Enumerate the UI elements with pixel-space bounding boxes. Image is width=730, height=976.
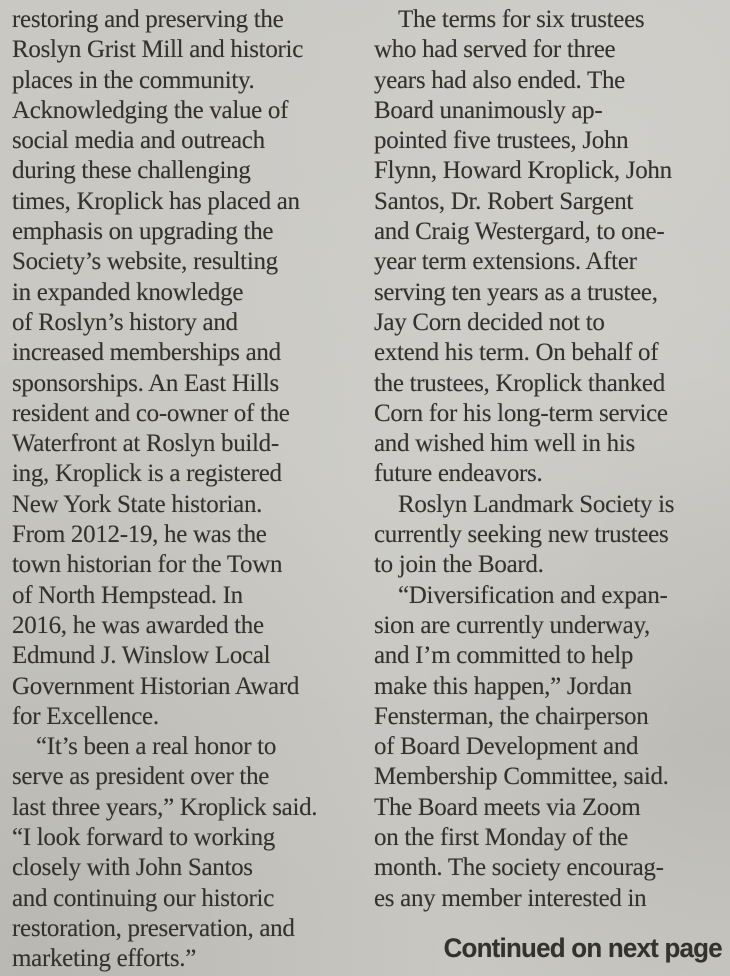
- article-line: The terms for six trustees: [398, 6, 645, 33]
- article-line: years had also ended. The: [374, 66, 625, 94]
- article-line: times, Kroplick has placed an: [12, 187, 300, 215]
- article-line: restoration, preservation, and: [12, 914, 295, 942]
- article-line: resident and co-owner of the: [12, 399, 290, 427]
- article-line: ing, Kroplick is a registered: [12, 460, 282, 488]
- article-line: of Board Development and: [374, 733, 639, 761]
- article-line: and continuing our historic: [12, 884, 274, 912]
- article-line: Board unanimously ap-: [374, 96, 603, 124]
- article-line: Corn for his long-term service: [374, 399, 668, 427]
- article-line: Flynn, Howard Kroplick, John: [374, 157, 672, 185]
- article-line: Santos, Dr. Robert Sargent: [374, 187, 634, 215]
- article-line: The Board meets via Zoom: [374, 793, 641, 821]
- article-line: pointed five trustees, John: [374, 127, 629, 155]
- article-line: Government Historian Award: [12, 672, 300, 700]
- article-line: Membership Committee, said.: [374, 763, 669, 791]
- article-line: year term extensions. After: [374, 248, 637, 276]
- article-line: Jay Corn decided not to: [374, 308, 605, 336]
- article-line: Edmund J. Winslow Local: [12, 642, 271, 670]
- article-line: serve as president over the: [12, 763, 270, 791]
- article-line: and I’m committed to help: [374, 642, 634, 670]
- article-line: and wished him well in his: [374, 430, 635, 458]
- article-line: Fensterman, the chairperson: [374, 702, 649, 730]
- article-line: emphasis on upgrading the: [12, 218, 274, 246]
- article-line: sion are currently underway,: [374, 611, 650, 639]
- article-line: Roslyn Grist Mill and historic: [12, 36, 304, 64]
- article-line: of North Hempstead. In: [12, 581, 243, 609]
- article-line: increased memberships and: [12, 339, 281, 367]
- continued-on-next-page-note: Continued on next page: [443, 933, 722, 963]
- article-line: last three years,” Kroplick said.: [12, 793, 318, 821]
- article-line: of Roslyn’s history and: [12, 308, 238, 336]
- article-line: and Craig Westergard, to one-: [374, 218, 665, 246]
- article-line: 2016, he was awarded the: [12, 611, 264, 639]
- article-line: “I look forward to working: [12, 824, 275, 852]
- article-line: sponsorships. An East Hills: [12, 369, 279, 397]
- article-column-right: [374, 5, 724, 914]
- article-line: social media and outreach: [12, 127, 265, 155]
- article-line: Society’s website, resulting: [12, 248, 278, 276]
- article-line: on the first Monday of the: [374, 824, 628, 852]
- article-line: restoring and preserving the: [12, 6, 284, 33]
- article-line: marketing efforts.”: [12, 945, 197, 973]
- article-line: future endeavors.: [374, 460, 543, 488]
- article-line: serving ten years as a trustee,: [374, 278, 658, 306]
- article-line: New York State historian.: [12, 490, 263, 518]
- article-line: es any member interested in: [374, 884, 647, 912]
- article-line: in expanded knowledge: [12, 278, 244, 306]
- article-line: Acknowledging the value of: [12, 96, 289, 124]
- article-line: who had served for three: [374, 36, 616, 64]
- article-line: closely with John Santos: [12, 854, 253, 882]
- article-line: during these challenging: [12, 157, 251, 185]
- article-line: make this happen,” Jordan: [374, 672, 632, 700]
- article-column-left: [12, 5, 364, 975]
- article-line: Roslyn Landmark Society is: [398, 490, 675, 518]
- article-line: the trustees, Kroplick thanked: [374, 369, 665, 397]
- article-line: for Excellence.: [12, 702, 159, 730]
- article-line: to join the Board.: [374, 551, 544, 579]
- article-line: month. The society encourag-: [374, 854, 664, 882]
- article-line: town historian for the Town: [12, 551, 283, 579]
- article-line: places in the community.: [12, 66, 255, 94]
- article-line: “It’s been a real honor to: [36, 733, 277, 761]
- article-line: currently seeking new trustees: [374, 521, 669, 549]
- article-line: From 2012-19, he was the: [12, 521, 267, 549]
- article-line: extend his term. On behalf of: [374, 339, 659, 367]
- article-line: Waterfront at Roslyn build-: [12, 430, 279, 458]
- article-line: “Diversification and expan-: [398, 581, 668, 609]
